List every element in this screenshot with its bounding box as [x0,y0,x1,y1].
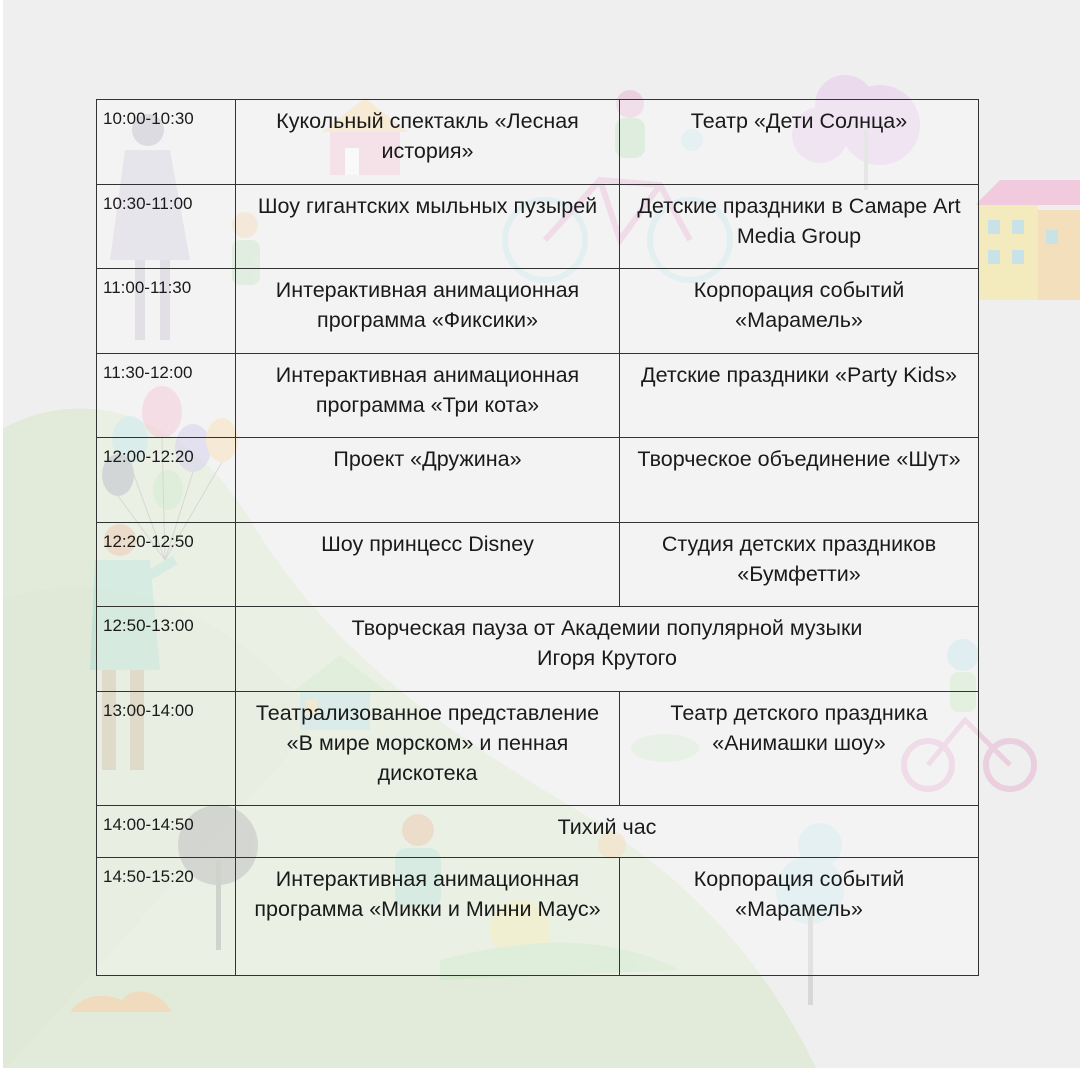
time-cell: 12:20-12:50 [97,523,236,607]
table-row [97,858,979,976]
time-cell: 10:00-10:30 [97,100,236,185]
time-cell: 13:00-14:00 [97,692,236,806]
organizer-cell: Театр детского праздника «Анимашки шоу» [620,692,979,806]
organizer-cell: Творческое объединение «Шут» [620,438,979,523]
time-cell: 14:50-15:20 [97,858,236,976]
time-cell: 10:30-11:00 [97,185,236,269]
table-row [97,607,979,692]
time-cell: 12:00-12:20 [97,438,236,523]
event-cell: Шоу гигантских мыльных пузырей [236,185,620,269]
schedule-table [96,99,979,976]
organizer-cell: Детские праздники «Party Kids» [620,354,979,438]
time-cell: 11:00-11:30 [97,269,236,354]
event-cell-merged: Тихий час [236,806,979,858]
table-row [97,523,979,607]
time-cell: 12:50-13:00 [97,607,236,692]
event-cell: Кукольный спектакль «Лесная история» [236,100,620,185]
time-cell: 11:30-12:00 [97,354,236,438]
event-cell: Интерактивная анимационная программа «Микки и Минни Маус» [236,858,620,976]
organizer-cell: Корпорация событий «Марамель» [620,269,979,354]
table-row [97,100,979,185]
time-cell: 14:00-14:50 [97,806,236,858]
organizer-cell: Корпорация событий «Марамель» [620,858,979,976]
event-cell-merged: Творческая пауза от Академии популярной музыки Игоря Крутого [236,607,979,692]
table-row [97,438,979,523]
table-row [97,354,979,438]
organizer-cell: Детские праздники в Самаре Art Media Group [620,185,979,269]
organizer-cell: Театр «Дети Солнца» [620,100,979,185]
table-row [97,185,979,269]
table-row [97,269,979,354]
table-row [97,806,979,858]
event-cell: Интерактивная анимационная программа «Три кота» [236,354,620,438]
table-row [97,692,979,806]
event-cell: Шоу принцесс Disney [236,523,620,607]
event-cell: Проект «Дружина» [236,438,620,523]
house-icon [975,180,1080,300]
event-cell: Театрализованное представление «В мире морском» и пенная дискотека [236,692,620,806]
event-cell: Интерактивная анимационная программа «Фиксики» [236,269,620,354]
organizer-cell: Студия детских праздников «Бумфетти» [620,523,979,607]
